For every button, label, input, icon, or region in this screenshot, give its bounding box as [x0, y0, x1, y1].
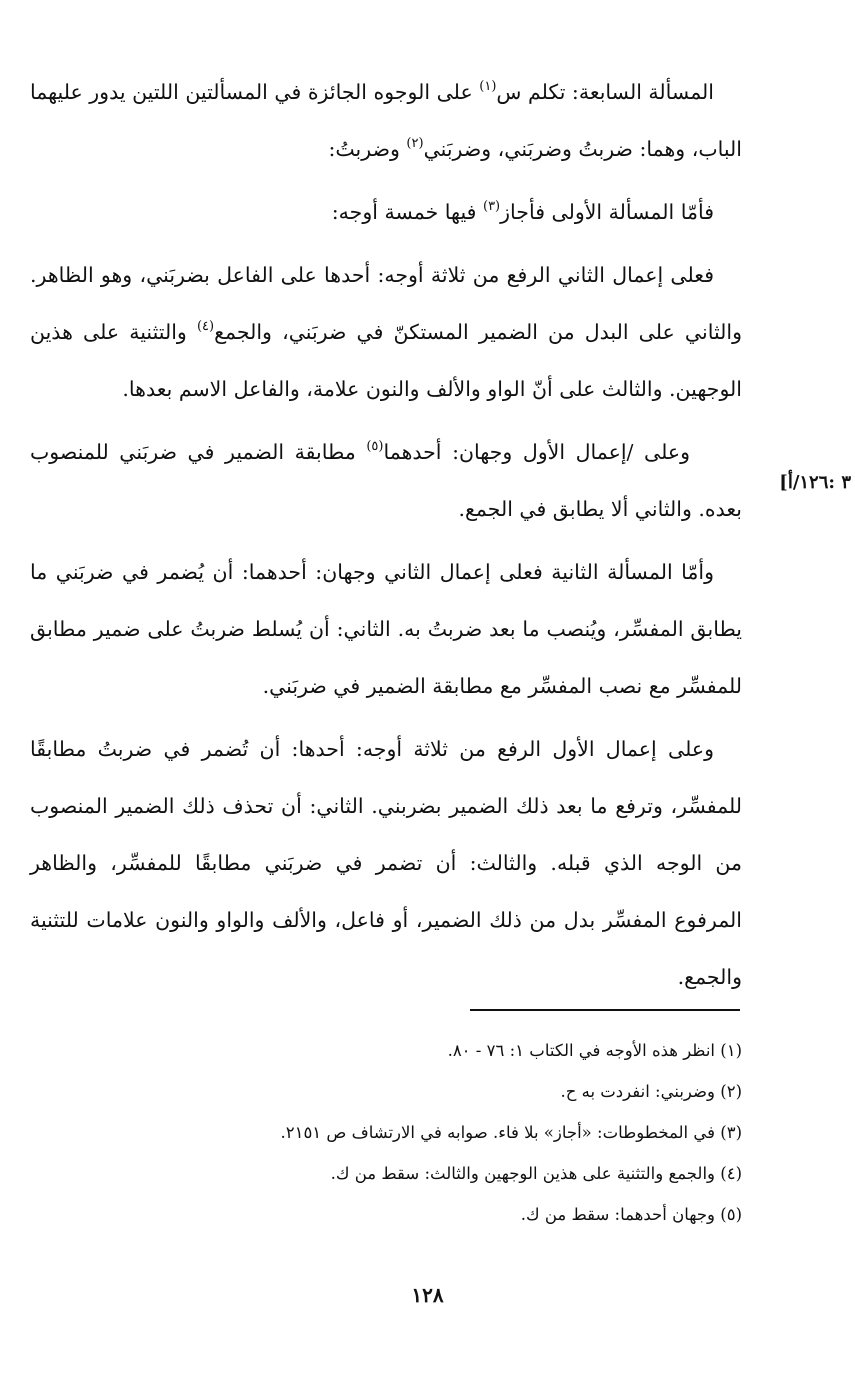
- footnote-separator: [470, 1009, 740, 1011]
- manuscript-folio-marker: ٣ :١٢٦/أ]: [779, 472, 851, 493]
- page-number: ١٢٨: [411, 1283, 444, 1307]
- paragraph-4: وعلى /إعمال الأول وجهان: أحدهما$^{(٥)}$ مطابقة الضمير في ضربَني للمنصوب بعده. والثاني ألا يطابق في الجمع.: [30, 439, 742, 521]
- footnote-ref-5[interactable]: (٥): [366, 439, 384, 454]
- footnote-2: (٢) وضربني: انفردت به ح.: [560, 1082, 742, 1101]
- footnote-ref-1[interactable]: (١): [479, 79, 497, 94]
- paragraph-2: فأمّا المسألة الأولى فأجاز$^{(٣)}$ فيها خمسة أوجه:: [331, 199, 714, 224]
- paragraph-3: فعلى إعمال الثاني الرفع من ثلاثة أوجه: أحدها على الفاعل بضربَني، وهو الظاهر. والثاني على البدل من الضمير المستكنّ في ضربَني، والجمع$^{(٤)}$ والتثنية على هذين الوجهين. والثالث على أنّ الواو والألف والنون علامة، والفاعل الاسم بعدها.: [30, 263, 742, 401]
- footnote-4: (٤) والجمع والتثنية على هذين الوجهين والثالث: سقط من ك.: [330, 1164, 742, 1183]
- paragraph-6: وعلى إعمال الأول الرفع من ثلاثة أوجه: أحدها: أن تُضمر في ضربتُ مطابقًا للمفسِّر، وترفع ما بعد ذلك الضمير بضربني. الثاني: أن تحذف ذلك الضمير المنصوب من الوجه الذي قبله. والثالث: أن تضمر في ضربَني مطابقًا للمفسِّر، والظاهر المرفوع المفسِّر بدل من ذلك الضمير، أو فاعل، والألف والواو والنون علامات للتثنية والجمع.: [30, 737, 742, 989]
- footnote-ref-4[interactable]: (٤): [196, 319, 215, 334]
- paragraph-1: المسألة السابعة: تكلم س$^{(١)}$ على الوجوه الجائزة في المسألتين اللتين يدور عليهما الباب، وهما: ضربتُ وضربَني، وضربَني$^{(٢)}$ وضربتُ:: [30, 79, 742, 161]
- footnotes: [40, 1030, 742, 1235]
- footnote-5: (٥) وجهان أحدهما: سقط من ك.: [520, 1205, 742, 1224]
- footnote-3: (٣) في المخطوطات: «أجاز» بلا فاء. صوابه في الارتشاف ص ٢١٥١.: [280, 1123, 742, 1142]
- footnote-1: (١) انظر هذه الأوجه في الكتاب ١: ٧٦ - ٨٠.: [447, 1041, 742, 1060]
- footnote-ref-3[interactable]: (٣): [482, 199, 501, 214]
- footnote-ref-2[interactable]: (٢): [406, 136, 424, 151]
- main-text: [30, 64, 742, 1012]
- paragraph-5: وأمّا المسألة الثانية فعلى إعمال الثاني وجهان: أحدهما: أن يُضمر في ضربَني ما يطابق المفسِّر، ويُنصب ما بعد ضربتُ به. الثاني: أن يُسلط ضربتُ على ضمير مطابق للمفسِّر مع نصب المفسِّر مع مطابقة الضمير في ضربَني.: [30, 560, 742, 698]
